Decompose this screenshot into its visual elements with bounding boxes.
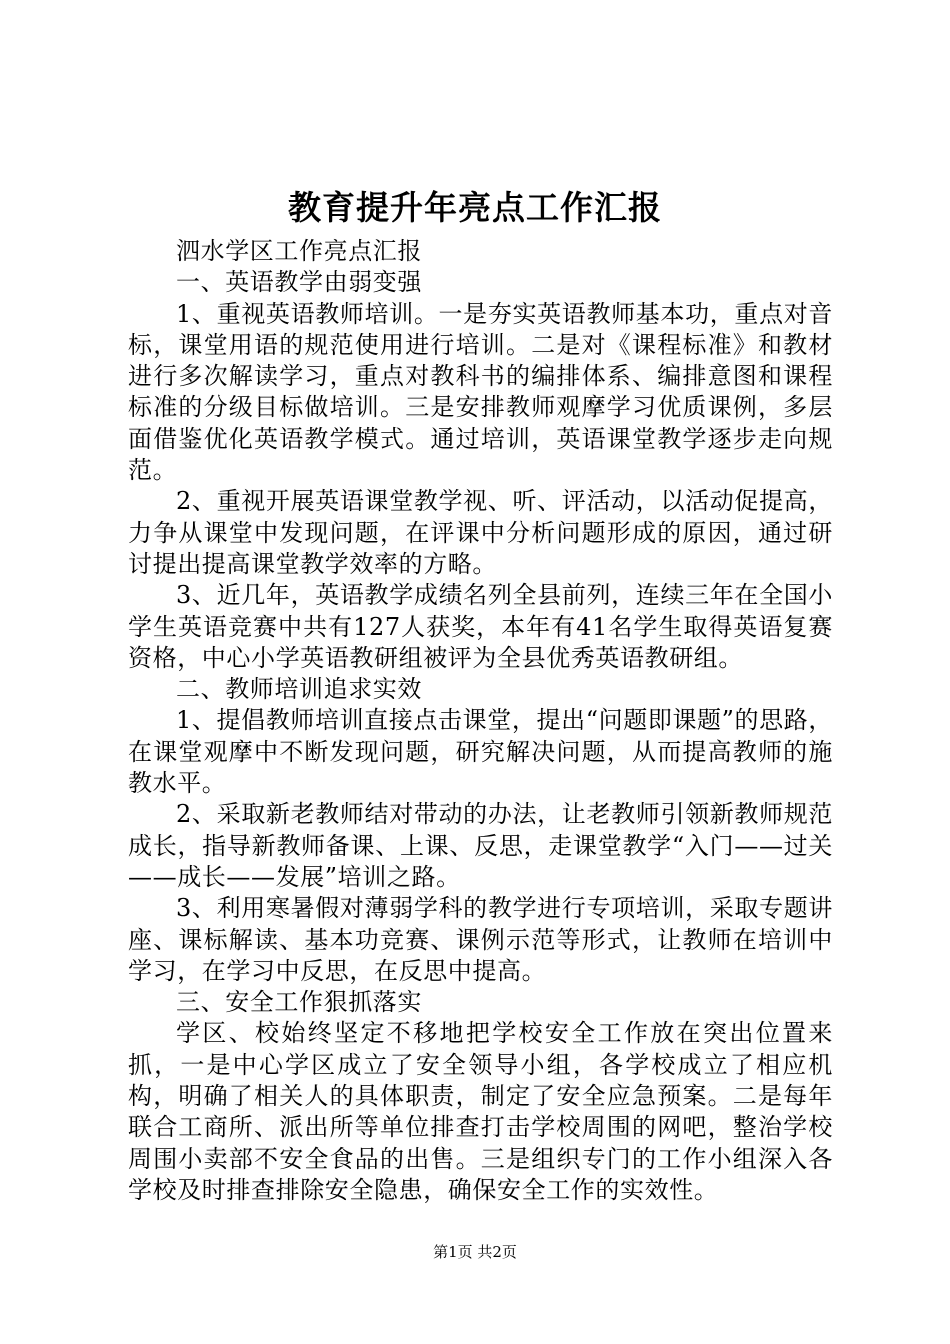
document-body [128,236,833,1206]
paragraph: 学区、校始终坚定不移地把学校安全工作放在突出位置来抓，一是中心学区成立了安全领导小组，各学校成立了相应机构，明确了相关人的具体职责，制定了安全应急预案。二是每年联合工商所、派出所等单位排查打击学校周围的网吧，整治学校周围小卖部不安全食品的出售。三是组织专门的工作小组深入各学校及时排查排除安全隐患，确保安全工作的实效性。 [128,1019,833,1204]
paragraph: 2、采取新老教师结对带动的办法，让老教师引领新教师规范成长，指导新教师备课、上课、反思，走课堂教学“入门——过关——成长——发展”培训之路。 [128,800,833,891]
section-heading-3: 三、安全工作狠抓落实 [176,988,422,1017]
paragraph: 3、近几年，英语教学成绩名列全县前列，连续三年在全国小学生英语竞赛中共有127人获奖，本年有41名学生取得英语复赛资格，中心小学英语教研组被评为全县优秀英语教研组。 [128,581,833,672]
section-heading-2: 二、教师培训追求实效 [176,675,422,704]
page-footer: 第1页 共2页 [433,1243,517,1261]
paragraph-subtitle: 泗水学区工作亮点汇报 [176,237,422,265]
paragraph: 1、重视英语教师培训。一是夯实英语教师基本功，重点对音标，课堂用语的规范使用进行培训。二是对《课程标准》和教材进行多次解读学习，重点对教科书的编排体系、编排意图和课程标准的分级目标做培训。三是安排教师观摩学习优质课例，多层面借鉴优化英语教学模式。通过培训，英语课堂教学逐步走向规范。 [128,299,833,485]
document-title: 教育提升年亮点工作汇报 [288,188,662,227]
paragraph: 1、提倡教师培训直接点击课堂，提出“问题即课题”的思路，在课堂观摩中不断发现问题，研究解决问题，从而提高教师的施教水平。 [128,706,833,798]
section-heading-1: 一、英语教学由弱变强 [176,268,422,297]
paragraph: 2、重视开展英语课堂教学视、听、评活动，以活动促提高，力争从课堂中发现问题，在评课中分析问题形成的原因，通过研讨提出提高课堂教学效率的方略。 [128,487,833,578]
paragraph: 3、利用寒暑假对薄弱学科的教学进行专项培训，采取专题讲座、课标解读、基本功竞赛、课例示范等形式，让教师在培训中学习，在学习中反思，在反思中提高。 [128,894,833,985]
